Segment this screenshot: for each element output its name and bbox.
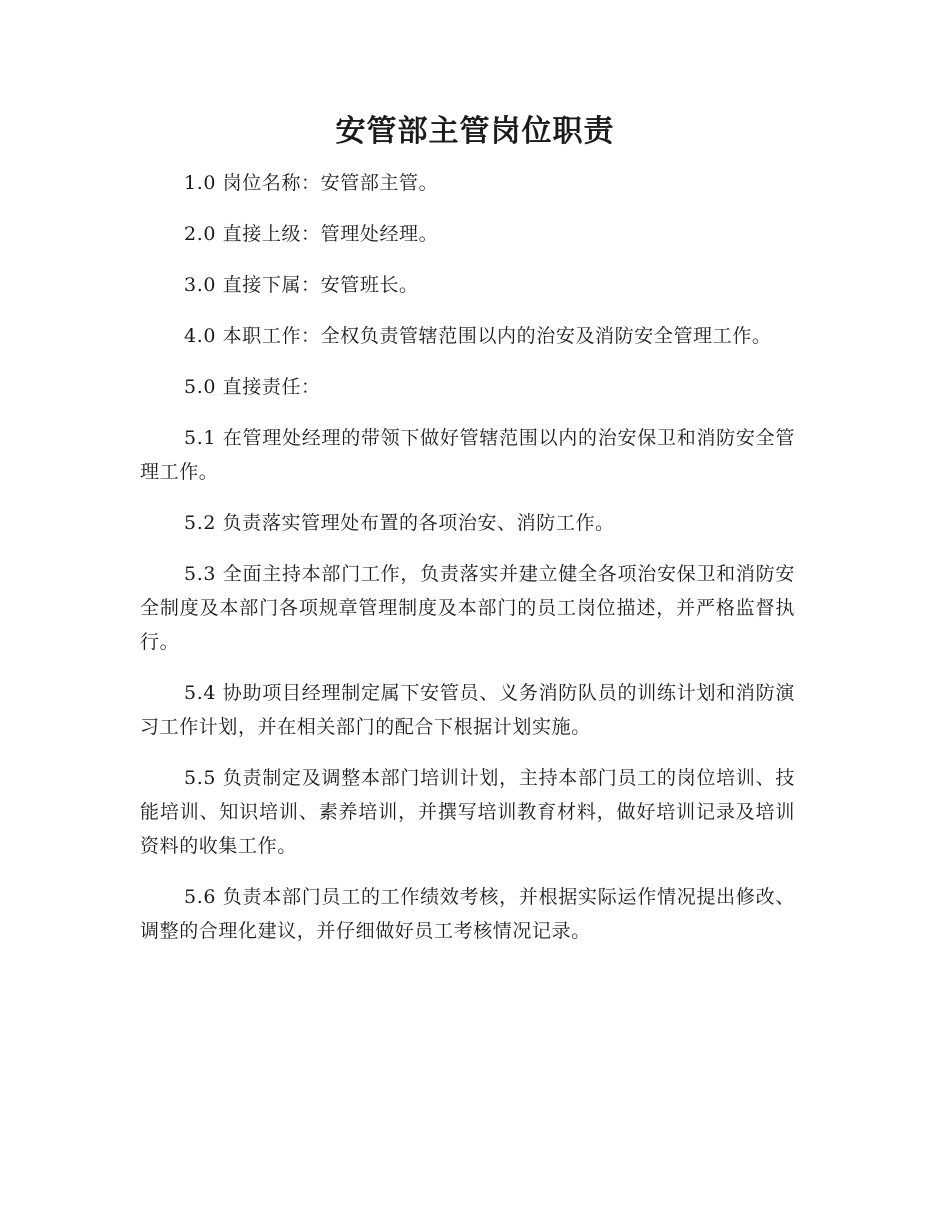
paragraph-item-5-3: 5.3 全面主持本部门工作，负责落实并建立健全各项治安保卫和消防安全制度及本部门各项规章管理制度及本部门的员工岗位描述，并严格监督执行。 <box>140 563 795 653</box>
document-body <box>140 166 795 965</box>
paragraph-position-name: 1.0 岗位名称：安管部主管。 <box>184 172 439 194</box>
paragraph-direct-responsibilities: 5.0 直接责任： <box>184 376 321 398</box>
paragraph-item-5-1: 5.1 在管理处经理的带领下做好管辖范围以内的治安保卫和消防安全管理工作。 <box>140 427 795 483</box>
paragraph-direct-subordinate: 3.0 直接下属：安管班长。 <box>184 274 419 296</box>
document-title: 安管部主管岗位职责 <box>335 114 615 149</box>
paragraph-item-5-6: 5.6 负责本部门员工的工作绩效考核，并根据实际运作情况提出修改、调整的合理化建议，并仔细做好员工考核情况记录。 <box>140 886 795 942</box>
paragraph-direct-superior: 2.0 直接上级：管理处经理。 <box>184 223 439 245</box>
paragraph-item-5-4: 5.4 协助项目经理制定属下安管员、义务消防队员的训练计划和消防演习工作计划，并在相关部门的配合下根据计划实施。 <box>140 682 795 738</box>
paragraph-item-5-5: 5.5 负责制定及调整本部门培训计划，主持本部门员工的岗位培训、技能培训、知识培训、素养培训，并撰写培训教育材料，做好培训记录及培训资料的收集工作。 <box>140 767 795 857</box>
paragraph-item-5-2: 5.2 负责落实管理处布置的各项治安、消防工作。 <box>184 512 615 534</box>
paragraph-core-duty: 4.0 本职工作：全权负责管辖范围以内的治安及消防安全管理工作。 <box>184 325 772 347</box>
